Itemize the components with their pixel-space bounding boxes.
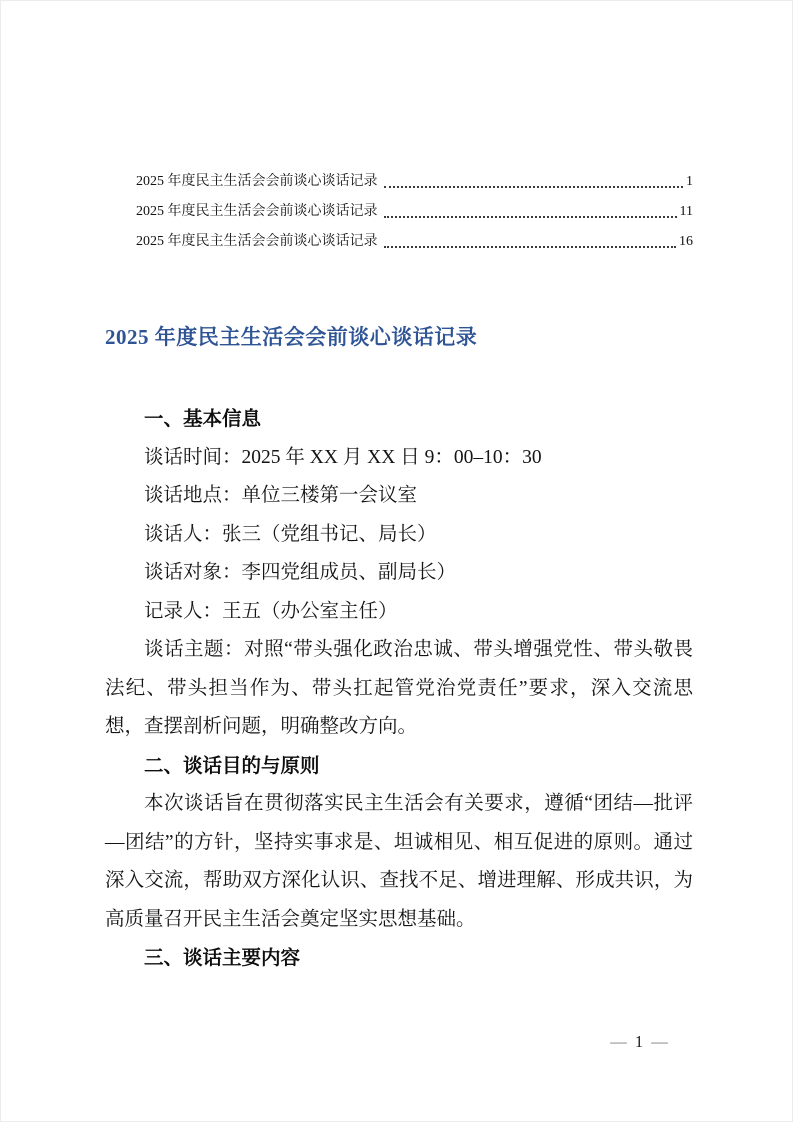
- paragraph-purpose: 本次谈话旨在贯彻落实民主生活会有关要求，遵循“团结—批评—团结”的方针，坚持实事求是、坦诚相见、相互促进的原则。通过深入交流，帮助双方深化认识、查找不足、增进理解、形成共识，为高质量召开民主生活会奠定坚实思想基础。: [105, 793, 693, 930]
- document-body: [105, 400, 693, 978]
- info-line-talk-time: 谈话时间：2025 年 XX 月 XX 日 9：00–10：30: [144, 446, 542, 468]
- footer-page-number: 1: [634, 1032, 644, 1051]
- section-heading-main-content: 三、谈话主要内容: [144, 947, 301, 969]
- toc-page-number: 1: [686, 174, 693, 189]
- document-title: 2025 年度民主生活会会前谈心谈话记录: [105, 325, 478, 349]
- footer-right-dash: —: [651, 1032, 668, 1051]
- toc-entry-label: 2025 年度民主生活会会前谈心谈话记录: [136, 174, 378, 189]
- footer-left-dash: —: [610, 1032, 627, 1051]
- toc-entry-2[interactable]: [136, 197, 693, 227]
- toc-dot-leader: [384, 186, 684, 188]
- page-footer: [597, 1031, 681, 1053]
- paragraph-talk-topic: 谈话主题：对照“带头强化政治忠诚、带头增强党性、带头敬畏法纪、带头担当作为、带头扛起管党治党责任”要求，深入交流思想，查摆剖析问题，明确整改方向。: [105, 639, 693, 737]
- toc-entry-3[interactable]: [136, 227, 693, 257]
- info-line-talk-target: 谈话对象：李四党组成员、副局长）: [144, 562, 457, 583]
- table-of-contents: [136, 167, 693, 257]
- toc-page-number: 16: [679, 234, 693, 249]
- toc-entry-label: 2025 年度民主生活会会前谈心谈话记录: [136, 204, 378, 219]
- info-line-talk-location: 谈话地点：单位三楼第一会议室: [144, 485, 418, 506]
- toc-entry-1[interactable]: [136, 167, 693, 197]
- section-heading-purpose-principles: 二、谈话目的与原则: [144, 754, 320, 777]
- toc-entry-label: 2025 年度民主生活会会前谈心谈话记录: [136, 234, 378, 249]
- toc-page-number: 11: [679, 204, 693, 219]
- info-line-talker: 谈话人：张三（党组书记、局长）: [144, 523, 437, 545]
- toc-dot-leader: [384, 216, 677, 218]
- info-line-recorder: 记录人：王五（办公室主任）: [144, 600, 398, 622]
- toc-dot-leader: [384, 246, 677, 248]
- section-heading-basic-info: 一、基本信息: [144, 408, 262, 430]
